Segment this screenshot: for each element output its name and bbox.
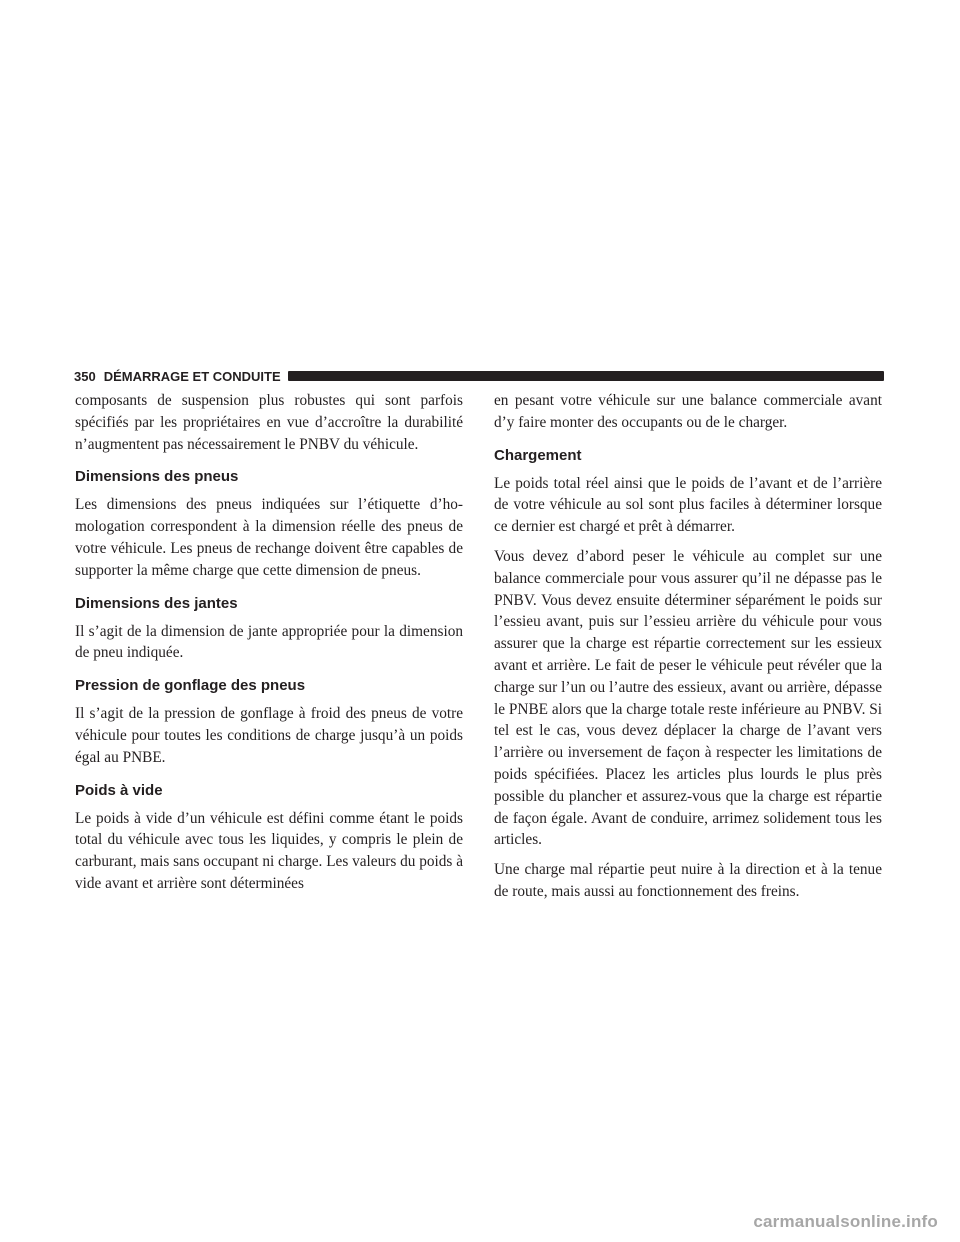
heading-chargement: Chargement [494,446,582,464]
intro-paragraph: composants de suspension plus robustes qui sont parfois spécifiés par les propriétaires en vue d’accroître la durabilité n’augmentent pas nécessairement le PNBV du véhicule. [75,392,463,453]
heading-dimensions-jantes: Dimensions des jantes [75,594,238,612]
continuation-paragraph: en pesant votre véhicule sur une balance commerciale avant d’y faire monter des occupants ou de le charger. [494,392,882,431]
heading-dimensions-pneus: Dimensions des pneus [75,468,239,486]
page-number: 350 [74,368,96,384]
paragraph-pression-gonflage: Il s’agit de la pression de gonflage à froid des pneus de votre véhicule pour toutes les conditions de charge jusqu’à un poids égal au PNBE. [75,705,463,766]
paragraph-chargement-2: Vous devez d’abord peser le véhicule au complet sur une balance commerciale pour vous assurer qu’il ne dépasse pas le PNBV. Vous devez ensuite déterminer séparément le poids sur l’essieu avant, puis sur l’essieu arrière du véhicule pour vous assurer que la charge est répartie correctement sur les essieux avant et arrière. Le fait de peser le véhicule peut révéler que la charge sur l’un ou l’autre des essieux, avant ou arrière, dépasse le PNBE alors que la charge totale reste inférieure au PNBV. Si tel est le cas, vous devez déplacer la charge de l’avant vers l’arrière ou inversement de façon à respecter les limitations de poids spécifiées. Placez les articles plus lourds le plus près possible du plancher et assurez-vous que la charge est répartie de façon égale. Avant de conduire, arrimez solidement tous les articles. [494,547,882,849]
paragraph-dimensions-jantes: Il s’agit de la dimension de jante appropriée pour la dimension de pneu indiquée. [75,622,463,662]
page-header [74,365,884,387]
section-title: DÉMARRAGE ET CONDUITE [103,368,281,384]
paragraph-chargement-3: Une charge mal répartie peut nuire à la direction et à la tenue de route, mais aussi au fonctionnement des freins. [494,861,882,900]
paragraph-dimensions-pneus: Les dimensions des pneus indiquées sur l’étiquette d’homologation correspondent à la dimension réelle des pneus de votre véhicule. Les pneus de rechange doivent être capables de supporter la même charge que cette dimension de pneus. [75,496,463,579]
watermark: carmanualsonline.info [753,1212,938,1231]
paragraph-poids-vide: Le poids à vide d’un véhicule est défini comme étant le poids total du véhicule avec tous les liquides, y compris le plein de carburant, mais sans occupant ni charge. Les valeurs du poids à vide avant et arrière sont déterminées [75,809,463,892]
heading-pression-gonflage: Pression de gonflage des pneus [75,677,306,695]
header-rule [288,371,884,381]
heading-poids-vide: Poids à vide [75,781,163,799]
right-column [494,390,882,911]
paragraph-chargement-1: Le poids total réel ainsi que le poids de l’avant et de l’arrière de votre véhicule au sol sont plus faciles à déterminer lorsque ce dernier est chargé et prêt à démarrer. [494,474,882,536]
left-column [75,390,463,903]
